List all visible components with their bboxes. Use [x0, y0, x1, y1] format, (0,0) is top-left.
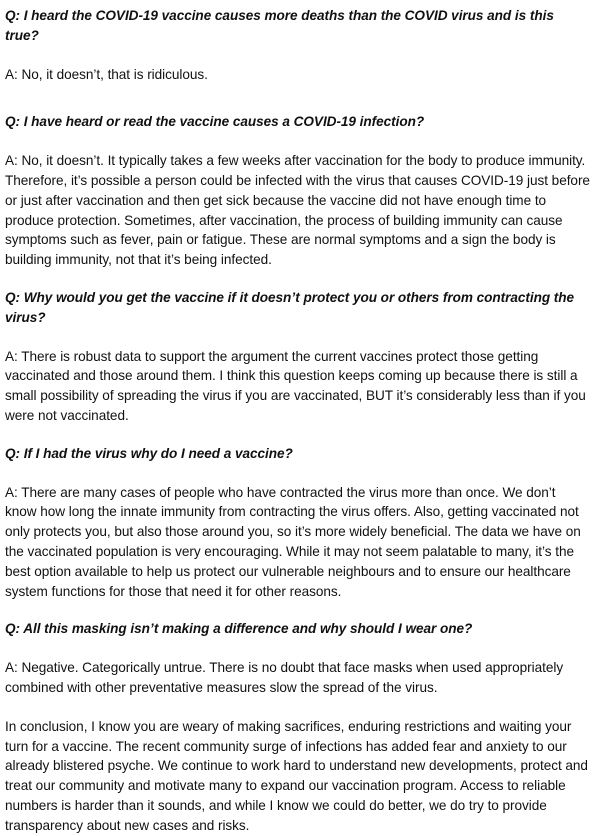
faq-question: Q: I have heard or read the vaccine causes a COVID-19 infection? [5, 114, 425, 130]
faq-question: Q: All this masking isn’t making a difference and why should I wear one? [5, 621, 473, 637]
faq-item [5, 288, 590, 426]
faq-answer: A: There are many cases of people who have contracted the virus more than once. We don’t know how long the innate immunity from contracting the virus offers. Also, getting vaccinated not only protects you, but also those around you, so it’s more widely beneficial. The data we have on the vaccinated population is very encouraging. While it may not seem palatable to many, it’s the best option available to help us protect our vulnerable neighbours and to ensure our healthcare system functions for those that need it for other reasons. [5, 484, 581, 599]
faq-answer: A: Negative. Categorically untrue. There is no doubt that face masks when used appropriately combined with other preventative measures slow the spread of the virus. [5, 660, 564, 695]
faq-item [5, 6, 590, 84]
faq-answer: A: There is robust data to support the argument the current vaccines protect those getting vaccinated and those around them. I think this question keeps coming up because there is still a small possibility of spreading the virus if you are vaccinated, BUT it’s considerably less than if you were not vaccinated. [5, 348, 586, 423]
closing-paragraph: In conclusion, I know you are weary of making sacrifices, enduring restrictions and waiting your turn for a vaccine. The recent community surge of infections has added fear and anxiety to our already blistered psyche. We continue to work hard to understand new developments, protect and treat our community and motivate many to expand our vaccination program. Access to reliable numbers is harder than it sounds, and while I know we could do better, we do try to provide transparency about new cases and risks. [5, 718, 588, 833]
faq-answer: A: No, it doesn’t. It typically takes a few weeks after vaccination for the body to produce immunity. Therefore, it’s possible a person could be infected with the virus that causes COVID-19 just before or just after vaccination and then get sick because the vaccine did not have enough time to produce protection. Sometimes, after vaccination, the process of building immunity can cause symptoms such as fever, pain or fatigue. These are normal symptoms and a sign the body is building immunity, not that it’s being infected. [5, 153, 590, 268]
faq-question: Q: If I had the virus why do I need a vaccine? [5, 445, 293, 461]
faq-answer: A: No, it doesn’t, that is ridiculous. [5, 66, 208, 82]
faq-item [5, 112, 590, 270]
faq-item [5, 444, 590, 602]
faq-question: Q: I heard the COVID-19 vaccine causes more deaths than the COVID virus and is this true? [5, 8, 554, 43]
faq-item [5, 619, 590, 697]
faq-question: Q: Why would you get the vaccine if it doesn’t protect you or others from contracting the virus? [5, 289, 575, 325]
